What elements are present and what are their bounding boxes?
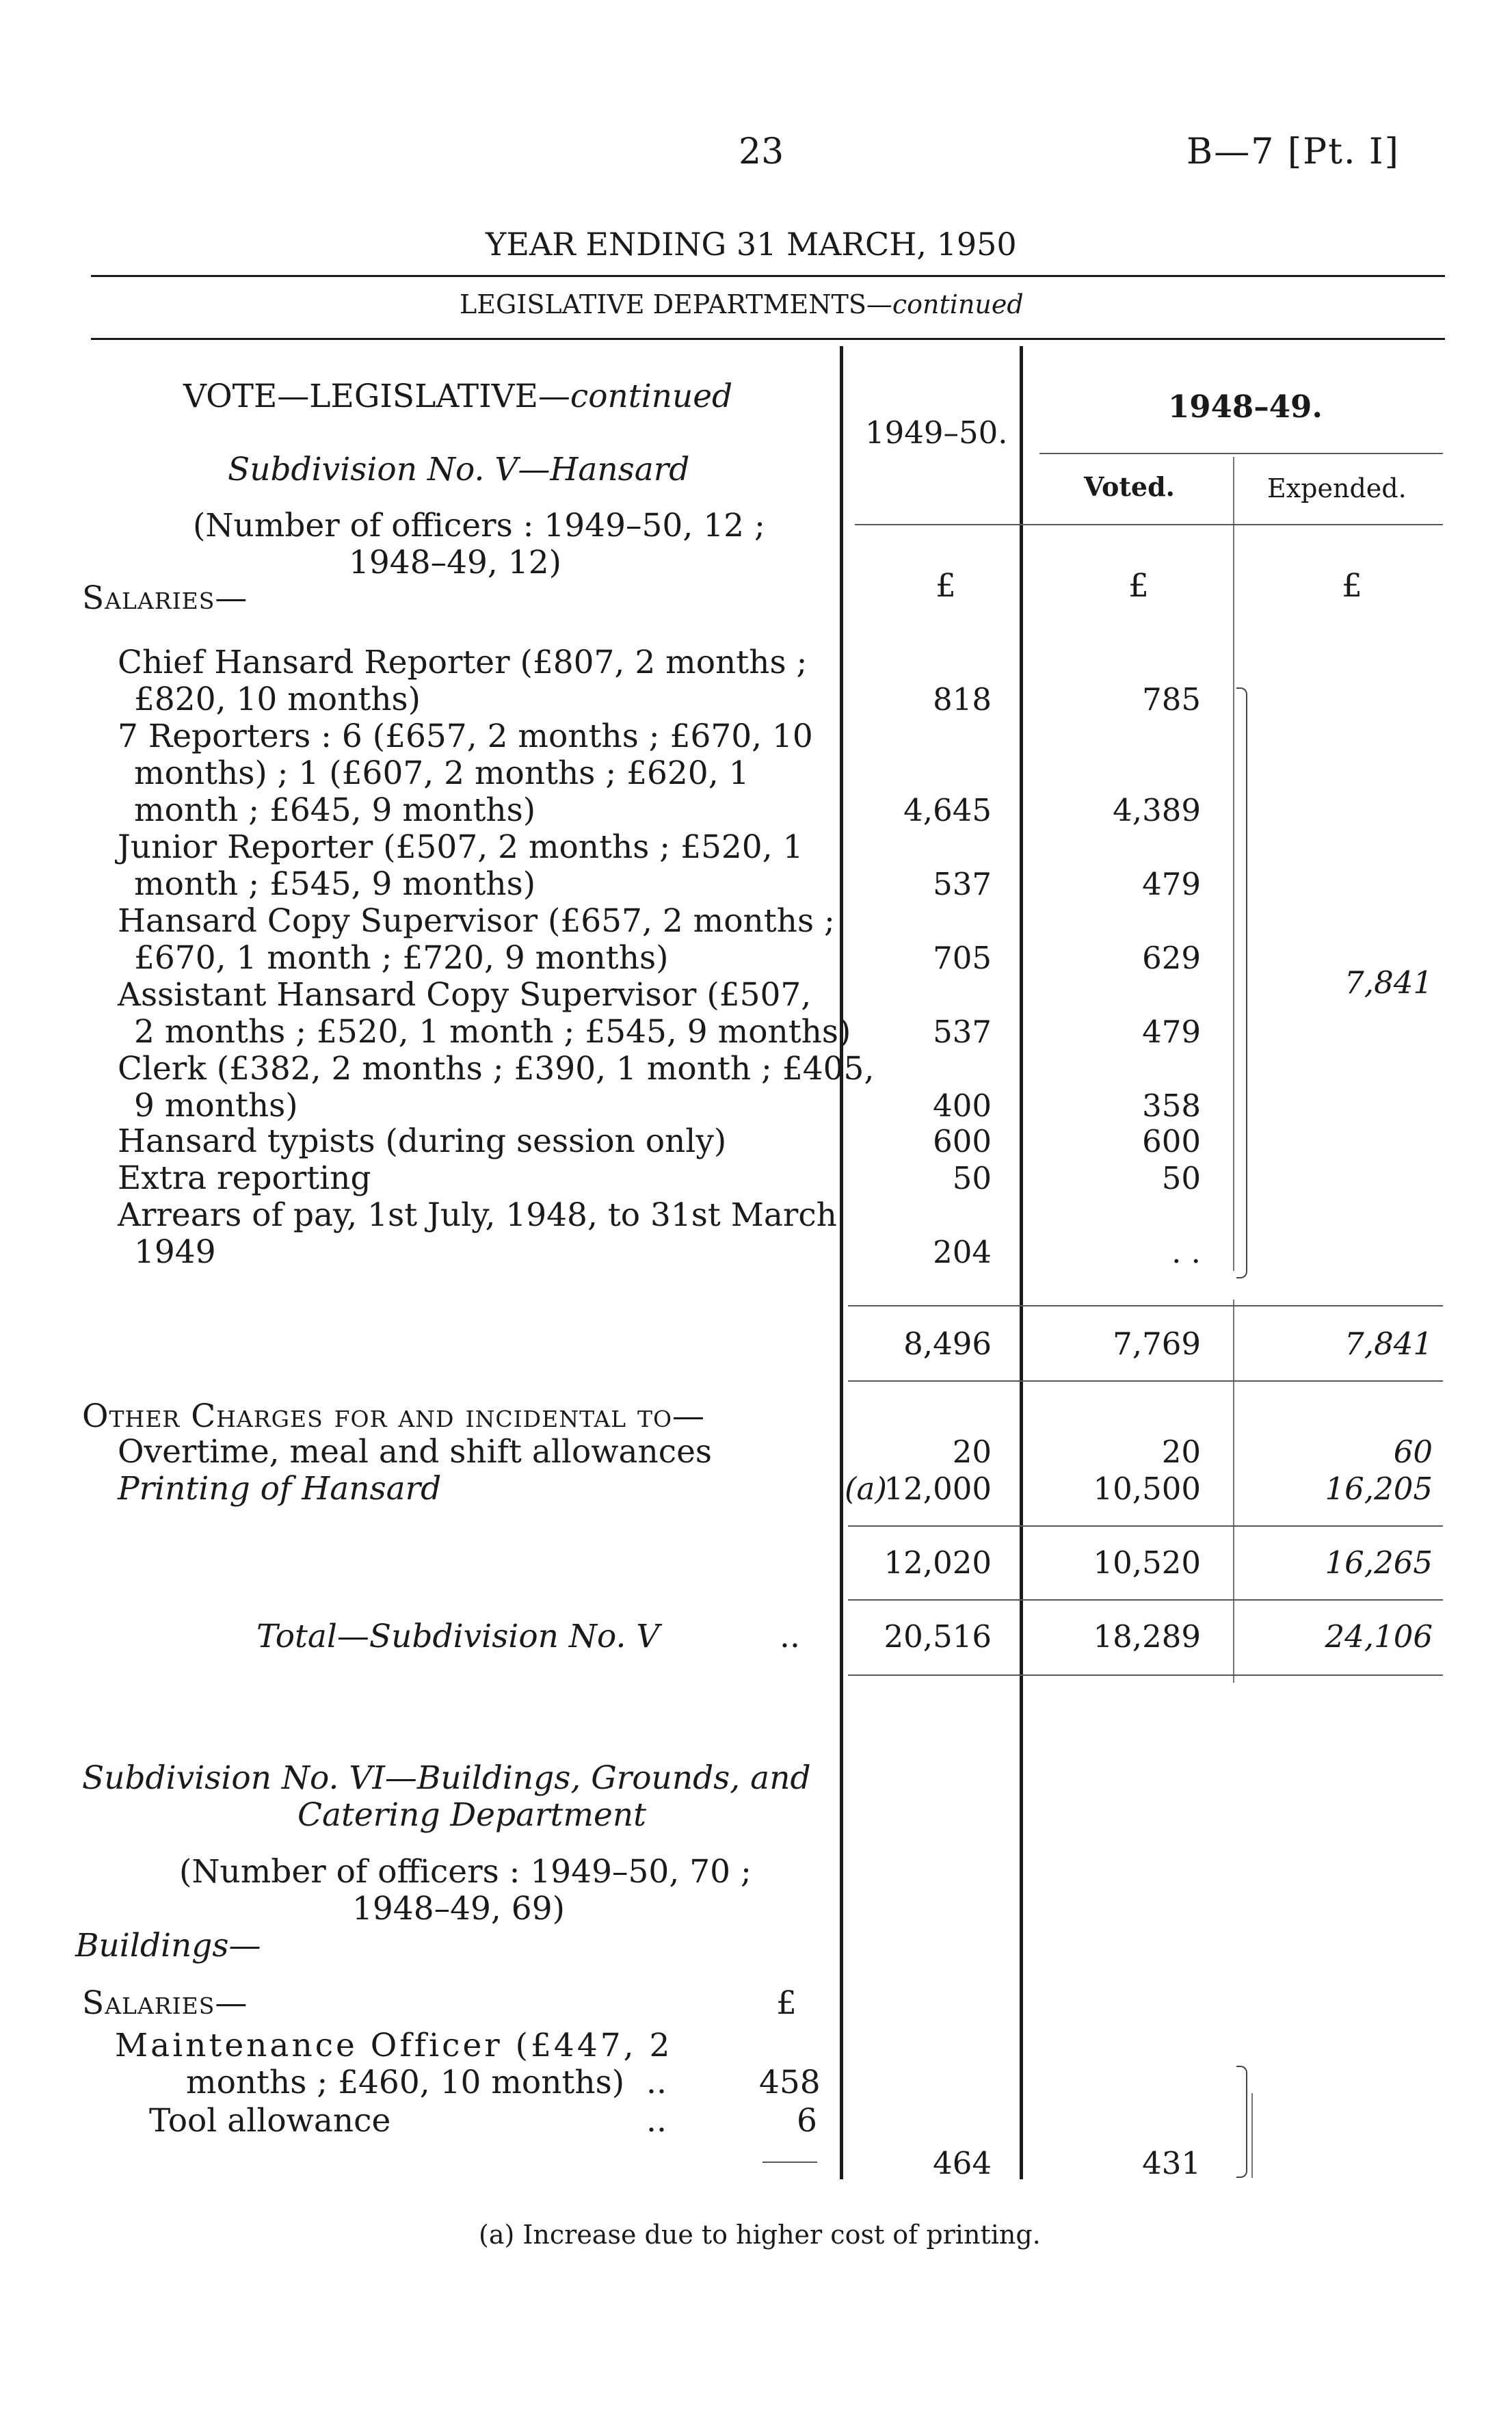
currency-col2: £	[1128, 567, 1149, 605]
col-1949-50-header: 1949–50.	[865, 415, 1008, 451]
other-1949-50: 12,000	[884, 1471, 992, 1507]
inner-total-rule	[762, 2161, 817, 2163]
subdivision-6-total-voted: 431	[1142, 2145, 1201, 2181]
salaries-total-rule	[848, 1380, 1443, 1382]
footnote: (a) Increase due to higher cost of printing.	[479, 2220, 1041, 2250]
salary-1949-50: 4,645	[903, 792, 992, 828]
subdivision-5-officers-2: 1948–49, 12)	[349, 544, 561, 581]
other-total-rule	[848, 1599, 1443, 1601]
buildings-heading: Buildings—	[75, 1927, 261, 1964]
salary-1949-50: 600	[933, 1123, 992, 1159]
salary-row-line: month ; £645, 9 months)	[134, 791, 536, 829]
salary-row-line: month ; £545, 9 months)	[134, 865, 536, 903]
leader-dots: ..	[780, 1618, 800, 1655]
subdivision-5-total-label: Total—Subdivision No. V	[256, 1618, 660, 1655]
subdivision-6-salaries-heading: Salaries—	[82, 1984, 248, 2022]
subdivision-5-total-rule	[848, 1674, 1443, 1676]
subdivision-6-row-line: Maintenance Officer (£447, 2	[115, 2027, 673, 2064]
salary-1949-50: 537	[933, 1014, 992, 1050]
other-voted: 10,500	[1093, 1471, 1201, 1507]
subtitle-rule	[91, 338, 1445, 340]
leader-dots: ..	[646, 2102, 667, 2140]
document-reference: B—7 [Pt. I]	[1186, 131, 1400, 172]
section-subtitle	[460, 287, 1024, 321]
salary-row-line: £820, 10 months)	[134, 681, 421, 718]
page-title: YEAR ENDING 31 MARCH, 1950	[486, 226, 1017, 263]
salary-row-line: 2 months ; £520, 1 month ; £545, 9 months)	[134, 1013, 851, 1051]
salary-bracket-total: 7,841	[1344, 964, 1433, 1001]
subdivision-5-total-expended: 24,106	[1325, 1618, 1433, 1655]
salary-row-line: Junior Reporter (£507, 2 months ; £520, 1	[118, 828, 804, 866]
column-divider-3	[1233, 457, 1234, 1271]
subdivision-6-title-1: Subdivision No. VI—Buildings, Grounds, and	[82, 1759, 811, 1797]
salaries-total-expended: 7,841	[1344, 1326, 1433, 1362]
col-voted-header: Voted.	[1084, 471, 1175, 502]
salary-1949-50: 705	[933, 940, 992, 976]
other-total-voted: 10,520	[1093, 1545, 1201, 1581]
column-divider-2	[1020, 346, 1023, 2179]
subdivision-6-row-line: Tool allowance	[149, 2102, 391, 2140]
other-expended: 60	[1393, 1434, 1433, 1470]
subdivision-6-row-value: 458	[759, 2064, 821, 2101]
other-voted: 20	[1161, 1434, 1201, 1470]
salary-bracket	[1236, 687, 1247, 1278]
currency-col1: £	[936, 567, 956, 605]
salaries-subtotal-rule	[848, 1305, 1443, 1306]
header-bottom-rule	[855, 524, 1443, 525]
salary-1949-50: 818	[933, 681, 992, 718]
subtitle-continued: —continued	[866, 289, 1024, 319]
subdivision-6-title-2: Catering Department	[297, 1796, 646, 1834]
subdivision-6-row-value: 6	[797, 2102, 817, 2140]
subdivision-5-total-1949-50: 20,516	[884, 1618, 992, 1655]
currency-col3: £	[1342, 567, 1362, 605]
salary-row-line: Assistant Hansard Copy Supervisor (£507,	[118, 976, 812, 1014]
salary-row-line: Clerk (£382, 2 months ; £390, 1 month ; £405,	[118, 1050, 875, 1088]
vote-heading-main: VOTE—LEGISLATIVE	[183, 378, 538, 415]
page-number: 23	[739, 131, 784, 172]
salary-voted: 785	[1142, 681, 1201, 718]
group-rule	[1039, 453, 1443, 454]
salary-row-line: 7 Reporters : 6 (£657, 2 months ; £670, 10	[118, 718, 813, 755]
salary-row-line: Arrears of pay, 1st July, 1948, to 31st March	[118, 1196, 837, 1234]
subdivision-6-bracket-line	[1251, 2093, 1253, 2178]
salaries-total-voted: 7,769	[1113, 1326, 1201, 1362]
salary-voted: 50	[1161, 1160, 1201, 1196]
subdivision-6-total-1949-50: 464	[933, 2145, 992, 2181]
subdivision-5-title: Subdivision No. V—Hansard	[228, 451, 690, 488]
salary-row-line: Chief Hansard Reporter (£807, 2 months ;	[118, 644, 808, 681]
subdivision-6-bracket	[1236, 2066, 1247, 2178]
other-total-expended: 16,265	[1325, 1545, 1433, 1581]
salary-row-line: Extra reporting	[118, 1159, 371, 1197]
subdivision-5-total-voted: 18,289	[1093, 1618, 1201, 1655]
salary-1949-50: 537	[933, 866, 992, 902]
col-1948-49-header: 1948–49.	[1168, 389, 1323, 425]
other-total-1949-50: 12,020	[884, 1545, 992, 1581]
salary-row-line: Hansard Copy Supervisor (£657, 2 months ;	[118, 902, 835, 940]
salary-row-line: 1949	[134, 1233, 216, 1271]
salary-voted: 358	[1142, 1088, 1201, 1124]
vote-heading-cont: —continued	[538, 378, 733, 415]
subtitle-main: LEGISLATIVE DEPARTMENTS	[460, 289, 866, 319]
salary-row-line: months) ; 1 (£607, 2 months ; £620, 1	[134, 754, 750, 792]
subdivision-6-row-line: months ; £460, 10 months)	[186, 2064, 625, 2101]
subdivision-6-officers-2: 1948–49, 69)	[352, 1890, 565, 1928]
salary-1949-50: 400	[933, 1088, 992, 1124]
salary-voted: 4,389	[1113, 792, 1201, 828]
column-divider-3b	[1233, 1300, 1234, 1683]
vote-heading	[183, 378, 732, 415]
salary-1949-50: 50	[952, 1160, 992, 1196]
title-rule	[91, 275, 1445, 277]
salary-voted: 629	[1142, 940, 1201, 976]
salary-voted: 479	[1142, 866, 1201, 902]
salary-1949-50: 204	[933, 1234, 992, 1270]
col-expended-header: Expended.	[1267, 473, 1407, 503]
salary-row-line: 9 months)	[134, 1087, 298, 1125]
salary-row-line: Hansard typists (during session only)	[118, 1122, 727, 1160]
salaries-heading: Salaries—	[82, 579, 248, 617]
salaries-total-1949-50: 8,496	[903, 1326, 992, 1362]
other-1949-50: 20	[952, 1434, 992, 1470]
column-divider-1	[840, 346, 843, 2179]
subdivision-5-officers-1: (Number of officers : 1949–50, 12 ;	[193, 507, 765, 544]
inner-currency: £	[776, 1984, 797, 2022]
leader-dots: ..	[646, 2064, 667, 2101]
other-charges-label: Overtime, meal and shift allowances	[118, 1433, 713, 1471]
other-charges-heading: Other Charges for and incidental to—	[82, 1397, 706, 1435]
salary-voted: 600	[1142, 1123, 1201, 1159]
other-charges-label: Printing of Hansard	[118, 1470, 442, 1508]
footnote-marker: (a)	[845, 1471, 887, 1507]
subdivision-6-officers-1: (Number of officers : 1949–50, 70 ;	[179, 1853, 752, 1891]
salary-row-line: £670, 1 month ; £720, 9 months)	[134, 939, 669, 977]
other-subtotal-rule	[848, 1525, 1443, 1527]
other-expended: 16,205	[1325, 1471, 1433, 1507]
salary-voted: . .	[1171, 1234, 1201, 1270]
salary-voted: 479	[1142, 1014, 1201, 1050]
